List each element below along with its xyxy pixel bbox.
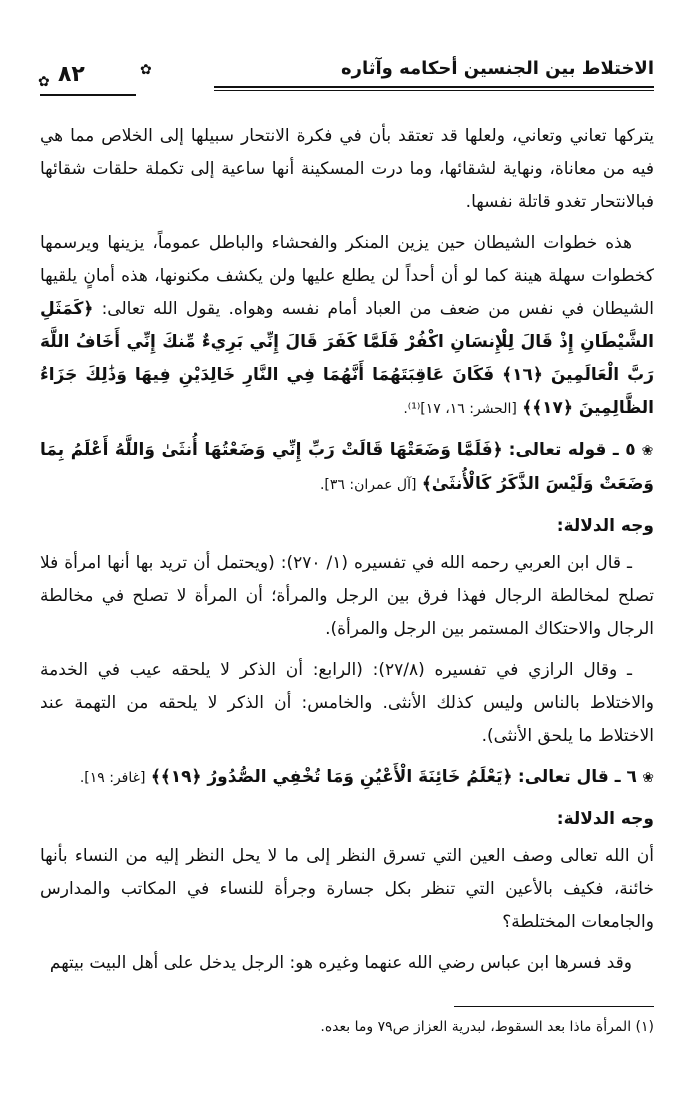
paragraph: ـ قال ابن العربي رحمه الله في تفسيره (١/ ٢٧٠): (ويحتمل أن تريد بها أنها امرأة فلا تصلح لمخالطة الرجال فهذا فرق بين الرجل والمرأة؛ أن المرأة لا تصلح في مخالطة الرجال والاحتكاك المستمر بين الرجل والمرأة). — [40, 553, 654, 639]
numbered-item — [40, 761, 654, 795]
section-heading: وجه الدلالة: — [556, 516, 654, 536]
page-number-box — [40, 54, 136, 96]
paragraph-text: هذه خطوات الشيطان حين يزين المنكر والفحشاء والباطل عموماً، يزينها ويرسمها كخطوات سهلة هينة كما لو أن أحداً لن يطلع عليها ولن يكشف مكنونها، هذه أمانٍ يلقيها الشيطان في نفس من ضعف من العباد أمام نفسه وهواه. يقول الله تعالى: — [40, 233, 654, 319]
section-heading: وجه الدلالة: — [556, 809, 654, 829]
item-label: ٥ ـ قوله تعالى: — [508, 440, 636, 460]
verse-reference: [غافر: ١٩]. — [79, 770, 146, 786]
item-label: ٦ ـ قال تعالى: — [517, 767, 637, 787]
running-title: الاختلاط بين الجنسين أحكامه وآثاره — [340, 58, 654, 79]
quran-verse: ﴿كَمَثَلِ الشَّيْطَانِ إِذْ قَالَ لِلْإِنسَانِ اكْفُرْ فَلَمَّا كَفَرَ قَالَ إِنِّي بَرِيءٌ مِّنكَ إِنِّي أَخَافُ اللَّهَ رَبَّ الْعَالَمِينَ ﴿١٦﴾ فَكَانَ عَاقِبَتَهُمَا أَنَّهُمَا فِي النَّارِ خَالِدَيْنِ فِيهَا وَذَٰلِكَ جَزَاءُ الظَّالِمِينَ ﴿١٧﴾﴾ — [40, 299, 655, 418]
verse-reference: [الحشر: ١٦، ١٧]⁽¹⁾. — [403, 401, 517, 417]
footnote: (١) المرأة ماذا بعد السقوط، لبدرية العزاز ص٧٩ وما بعده. — [320, 1019, 654, 1035]
footnote-rule — [454, 1006, 654, 1007]
flower-bullet-icon: ❀ — [642, 770, 654, 786]
header-rule — [214, 86, 654, 88]
page-number: ٨٢ — [58, 62, 85, 87]
page-body — [40, 120, 654, 988]
verse-reference: [آل عمران: ٣٦]. — [319, 477, 417, 493]
numbered-item — [40, 434, 654, 502]
flower-bullet-icon: ❀ — [641, 443, 655, 459]
paragraph: ـ وقال الرازي في تفسيره (٢٧/٨): (الرابع: أن الذكر لا يلحقه عيب في الخدمة والاختلاط بالناس وليس كذلك الأنثى. والخامس: أن الذكر لا يلحقه من التهمة عند الاختلاط ما يلحق الأنثى). — [40, 660, 654, 746]
paragraph — [40, 227, 654, 426]
quran-verse: ﴿فَلَمَّا وَضَعَتْهَا قَالَتْ رَبِّ إِنِّي وَضَعْتُهَا أُنثَىٰ وَاللَّهُ أَعْلَمُ بِمَا وَضَعَتْ وَلَيْسَ الذَّكَرُ كَالْأُنثَىٰ﴾ — [40, 440, 654, 494]
page-header — [40, 52, 654, 104]
paragraph: وقد فسرها ابن عباس رضي الله عنهما وغيره هو: الرجل يدخل على أهل البيت بيتهم — [49, 953, 632, 973]
ornament-icon: ✿ — [38, 74, 50, 90]
ornament-icon: ✿ — [140, 62, 152, 78]
quran-verse: ﴿يَعْلَمُ خَائِنَةَ الْأَعْيُنِ وَمَا تُخْفِي الصُّدُورُ ﴿١٩﴾﴾ — [150, 767, 513, 787]
paragraph: يتركها تعاني وتعاني، ولعلها قد تعتقد بأن في فكرة الانتحار سبيلها إلى الخلاص مما هي فيه من معاناة، ونهاية لشقائها، وما درت المسكينة أنها ساعية إلى تكملة حلقات شقائها فبالانتحار تغدو قاتلة نفسها. — [40, 126, 654, 212]
paragraph: أن الله تعالى وصف العين التي تسرق النظر إلى ما لا يحل النظر إليه من النساء بأنها خائنة، فكيف بالأعين التي تنظر بكل جسارة وجرأة للنساء في المكاتب والمدارس والجامعات المختلطة؟ — [40, 846, 654, 932]
